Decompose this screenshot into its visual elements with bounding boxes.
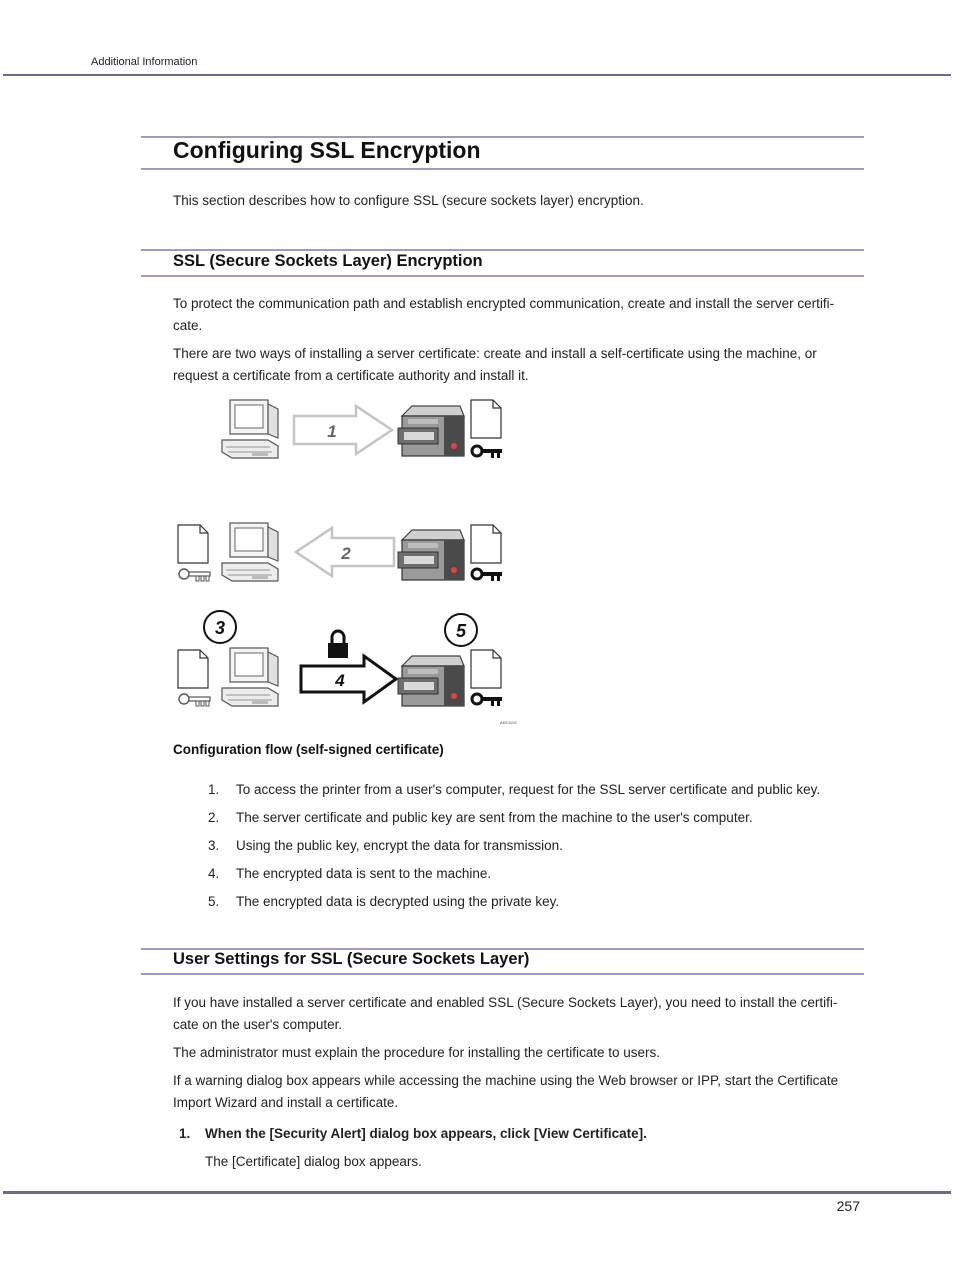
procedure-result: The [Certificate] dialog box appears.: [205, 1154, 422, 1169]
user-settings-paragraph-1: [173, 992, 863, 1036]
step-text: To access the printer from a user's computer, request for the SSL server certificate and public key.: [236, 782, 821, 797]
printer-icon: [398, 530, 464, 580]
step-label-3: 3: [214, 618, 226, 638]
page-title: Configuring SSL Encryption: [173, 137, 481, 163]
footer-rule: [3, 1191, 951, 1194]
ssl-paragraph-1-line-1: To protect the communication path and establish encrypted communication, create and install the server certifi-: [173, 296, 835, 311]
header-rule: [3, 74, 951, 76]
user-settings-paragraph-1-line-1: If you have installed a server certificate and enabled SSL (Secure Sockets Layer), you need to install the certifi-: [173, 995, 838, 1010]
private-key-icon: [472, 446, 502, 458]
step-label-2: 2: [341, 544, 351, 563]
user-settings-heading-rule-bottom: [141, 973, 864, 975]
arrow-right-icon: [294, 406, 392, 454]
user-computer-icon: [222, 400, 278, 458]
step-text: The encrypted data is sent to the machine.: [236, 866, 492, 881]
user-computer-icon: [222, 523, 278, 581]
section-intro: This section describes how to configure SSL (secure sockets layer) encryption.: [173, 193, 644, 208]
ssl-heading-rule-top: [141, 249, 864, 251]
step-label-4: 4: [335, 671, 345, 690]
user-settings-paragraph-1-line-2: cate on the user's computer.: [173, 1017, 343, 1032]
user-settings-paragraph-2: The administrator must explain the procedure for installing the certificate to users.: [173, 1045, 660, 1060]
list-item: [208, 804, 868, 832]
procedure-step-text: When the [Security Alert] dialog box appears, click [View Certificate].: [205, 1126, 647, 1141]
step-text: The encrypted data is decrypted using the private key.: [236, 894, 560, 909]
lock-icon: [328, 631, 348, 658]
step-number: 2.: [208, 810, 220, 825]
ssl-flow-figure: [170, 390, 530, 735]
running-header: Additional Information: [91, 56, 198, 68]
ssl-paragraph-2-line-2: request a certificate from a certificate authority and install it.: [173, 368, 529, 383]
user-settings-paragraph-3-line-1: If a warning dialog box appears while accessing the machine using the Web browser or IPP, start the Certificate: [173, 1073, 839, 1088]
certificate-document-icon: [471, 650, 501, 688]
page-number: 257: [836, 1198, 860, 1214]
ssl-heading: SSL (Secure Sockets Layer) Encryption: [173, 252, 483, 270]
user-settings-heading: User Settings for SSL (Secure Sockets Layer): [173, 950, 530, 968]
procedure-step-number: 1.: [179, 1126, 191, 1141]
step-number: 4.: [208, 866, 220, 881]
step-number: 1.: [208, 782, 220, 797]
user-settings-paragraph-3-line-2: Import Wizard and install a certificate.: [173, 1095, 399, 1110]
step-number: 3.: [208, 838, 220, 853]
printer-icon: [398, 656, 464, 706]
figure-id: AKE111S: [500, 720, 517, 725]
certificate-document-icon: [471, 400, 501, 438]
step-text: The server certificate and public key are sent from the machine to the user's computer.: [236, 810, 753, 825]
public-key-icon: [179, 694, 210, 706]
user-computer-icon: [222, 648, 278, 706]
step-text: Using the public key, encrypt the data for transmission.: [236, 838, 563, 853]
step-label-1: 1: [327, 422, 337, 441]
certificate-document-icon: [471, 525, 501, 563]
figure-caption: Configuration flow (self-signed certificate): [173, 742, 444, 757]
certificate-document-icon: [178, 525, 208, 563]
private-key-icon: [472, 569, 502, 581]
encrypted-arrow-right-icon: [301, 656, 396, 702]
ssl-paragraph-1: [173, 293, 863, 337]
printer-icon: [398, 406, 464, 456]
private-key-icon: [472, 694, 502, 706]
ssl-paragraph-2-line-1: There are two ways of installing a server certificate: create and install a self-certificate using the machine, or: [173, 346, 817, 361]
list-item: [208, 776, 868, 804]
ssl-heading-rule-bottom: [141, 275, 864, 277]
ssl-paragraph-2: [173, 343, 863, 387]
list-item: [208, 860, 868, 888]
procedure-step: [179, 1126, 647, 1141]
step-number: 5.: [208, 894, 220, 909]
public-key-icon: [179, 569, 210, 581]
list-item: [208, 832, 868, 860]
ssl-paragraph-1-line-2: cate.: [173, 318, 203, 333]
flow-steps-list: [208, 776, 868, 916]
list-item: [208, 888, 868, 916]
section-title-rule-bottom: [141, 168, 864, 170]
step-label-5: 5: [455, 621, 467, 641]
certificate-document-icon: [178, 650, 208, 688]
user-settings-paragraph-3: [173, 1070, 863, 1114]
